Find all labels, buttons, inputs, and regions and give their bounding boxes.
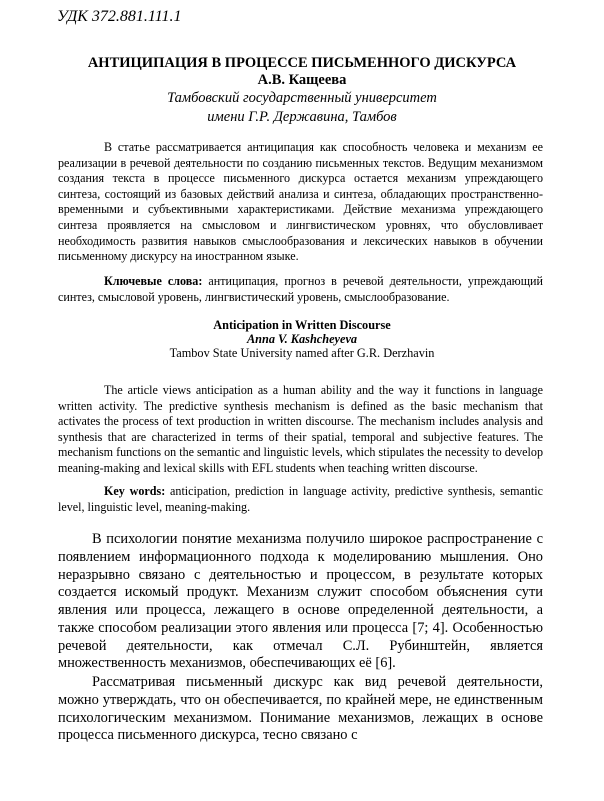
article-title-ru: АНТИЦИПАЦИЯ В ПРОЦЕССЕ ПИСЬМЕННОГО ДИСКУРСА bbox=[87, 55, 517, 71]
article-title-en: Anticipation in Written Discourse bbox=[213, 318, 391, 332]
keywords-ru-text: антиципация, прогноз в речевой деятельности, упреждающий синтез, смысловой уровень, лингвистический уровень, смыслообразование. bbox=[58, 274, 543, 304]
abstract-en bbox=[58, 383, 543, 477]
keywords-en-paragraph bbox=[58, 484, 543, 515]
body-text bbox=[58, 531, 543, 745]
english-header bbox=[40, 318, 564, 360]
affiliation-en: Tambov State University named after G.R. Derzhavin bbox=[169, 346, 435, 360]
keywords-en bbox=[58, 484, 543, 515]
affiliation-ru-line2: имени Г.Р. Державина, Тамбов bbox=[207, 109, 397, 125]
author-ru: А.В. Кащеева bbox=[257, 72, 347, 88]
body-paragraph-1: В психологии понятие механизма получило широкое распространение с появлением информационного подхода к моделированию мышления. Оно неразрывно связано с деятельностью и процессом, в результате которых создается искомый продукт. Механизм служит способом объяснения сути явления или процесса, лежащего в основе определенной деятельности, а также способом реализации этого явления или процесса [7; 4]. Особенностью речевой деятельности, как отмечал С.Л. Рубинштейн, является множественность механизмов, обеспечивающих её [6]. bbox=[58, 531, 543, 672]
udk-code: УДК 372.881.111.1 bbox=[57, 8, 182, 25]
keywords-en-label: Key words: bbox=[104, 484, 166, 498]
affiliation-ru-line1: Тамбовский государственный университет bbox=[167, 90, 437, 106]
keywords-ru bbox=[58, 274, 543, 305]
author-en: Anna V. Kashcheyeva bbox=[246, 332, 358, 346]
affiliation-ru bbox=[40, 89, 564, 127]
abstract-ru-text: В статье рассматривается антиципация как способность человека и механизм ее реализации в речевой деятельности по созданию письменных текстов. Ведущим механизмом создания текста в процессе письменного дискурса остается механизм упреждающего синтеза, состоящий из базовых действий анализа и синтеза, обладающих пространственно-временными и субъективными характеристиками. Действие механизма упреждающего синтеза проявляется на смысловом и лингвистическом уровнях, что обусловливает необходимость развития навыков смыслообразования и лексических навыков в обучении письменному дискурсу на иностранном языке. bbox=[58, 140, 543, 264]
keywords-ru-paragraph bbox=[58, 274, 543, 305]
keywords-ru-label: Ключевые слова: bbox=[104, 274, 203, 288]
keywords-en-text: anticipation, prediction in language activity, predictive synthesis, semantic level, linguistic level, meaning-making. bbox=[58, 484, 543, 514]
body-paragraph-2: Рассматривая письменный дискурс как вид речевой деятельности, можно утверждать, что он обеспечивается, по крайней мере, не единственным психологическим механизмом. Понимание механизмов, лежащих в основе процесса письменного дискурса, тесно связано с bbox=[58, 674, 543, 744]
abstract-en-text: The article views anticipation as a human ability and the way it functions in language written activity. The predictive synthesis mechanism is defined as the basic mechanism that activates the process of text production in written discourse. The mechanism includes analysis and synthesis that are characterized in terms of their spatial, temporal and subjective features. The mechanism functions on the semantic and linguistic levels, which stipulates the necessity to develop meaning-making and lexical skills with EFL students when teaching written discourse. bbox=[58, 383, 543, 475]
abstract-ru bbox=[58, 140, 543, 265]
